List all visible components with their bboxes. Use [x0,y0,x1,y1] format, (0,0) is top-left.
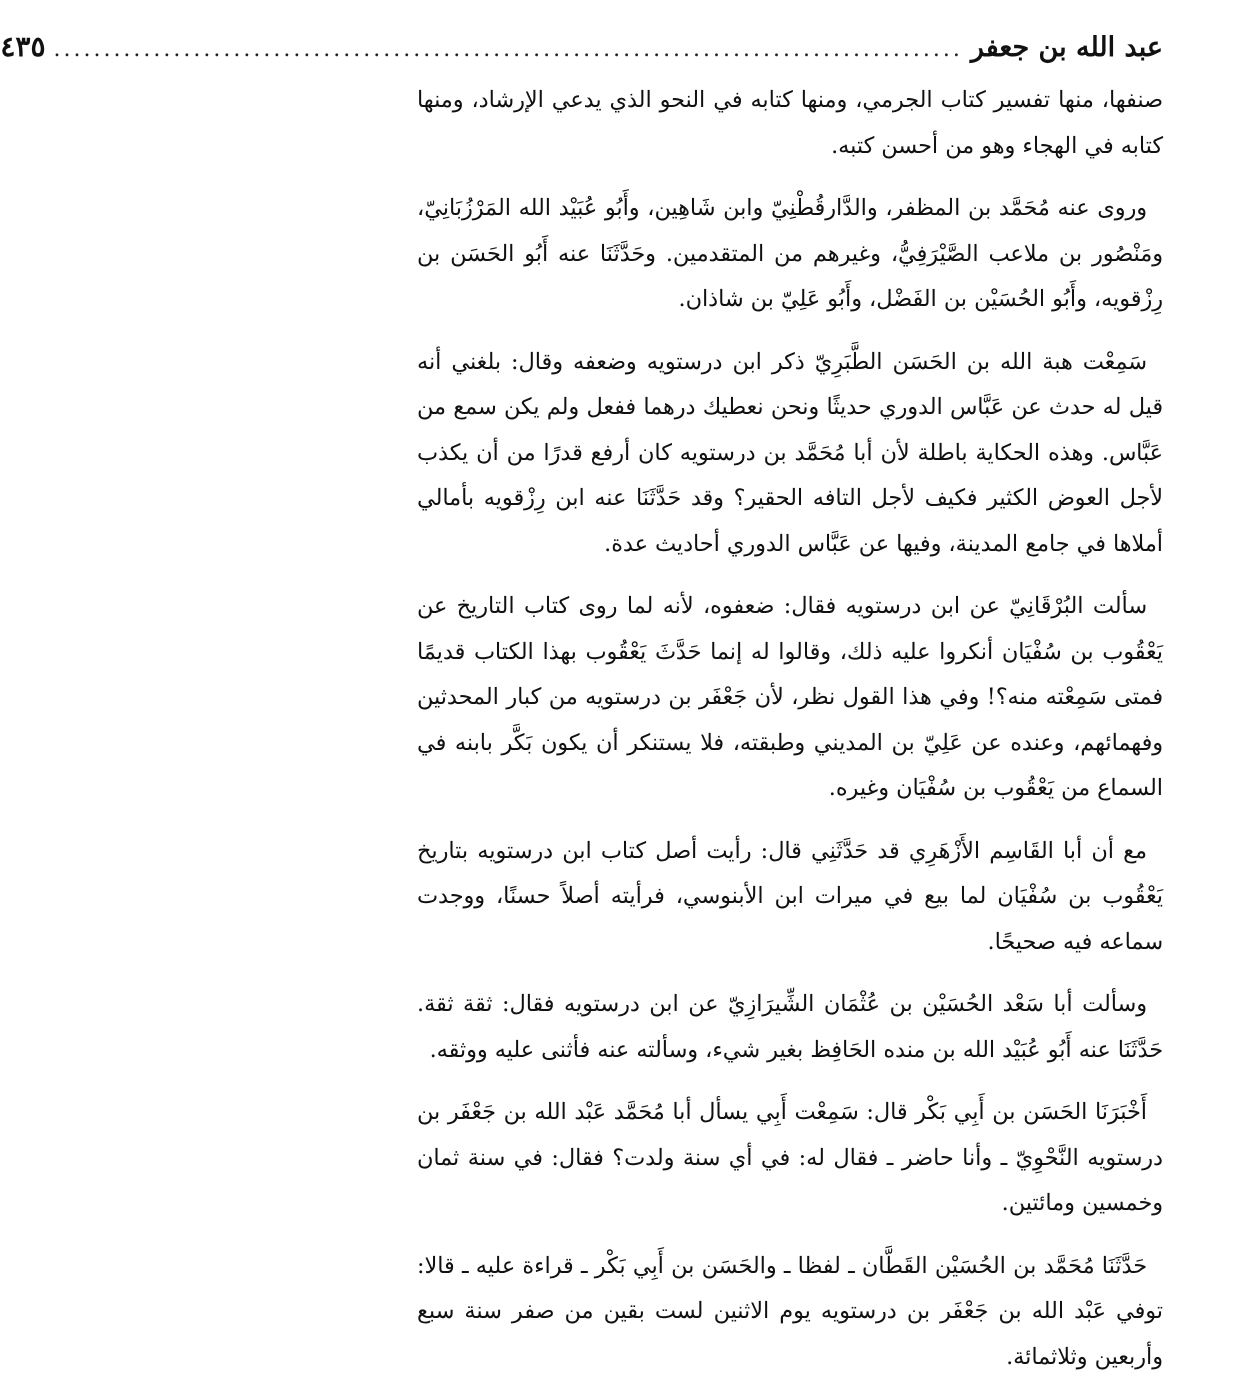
running-title: عبد الله بن جعفر [971,32,1163,63]
book-page [321,0,1259,1365]
paragraph-4: سألت البُرْقَانِيّ عن ابن درستويه فقال: ضعفوه، لأنه لما روى كتاب التاريخ عن يَعْقُوب بن سُفْيَان أنكروا عليه ذلك، وقالوا له إنما حَدَّثَ يَعْقُوب بهذا الكتاب قديمًا فمتى سَمِعْته منه؟! وفي هذا القول نظر، لأن جَعْفَر بن درستويه من كبار المحدثين وفهمائهم، وعنده عن عَلِيّ بن المديني وطبقته، فلا يستنكر أن يكون بَكَّر بابنه في السماع من يَعْقُوب بن سُفْيَان وغيره. [417,584,1163,812]
paragraph-2: وروى عنه مُحَمَّد بن المظفر، والدَّارقُطْنِيّ وابن شَاهِين، وأَبُو عُبَيْد الله المَرْزُبَانِيّ، ومَنْصُور بن ملاعب الصَّيْرَفِيُّ، وغيرهم من المتقدمين. وحَدَّثَنَا عنه أَبُو الحَسَن بن رِزْقويه، وأَبُو الحُسَيْن بن الفَضْل، وأَبُو عَلِيّ بن شاذان. [417,186,1163,323]
paragraph-7: أَخْبَرَنَا الحَسَن بن أَبِي بَكْر قال: سَمِعْت أَبِي يسأل أبا مُحَمَّد عَبْد الله بن جَعْفَر بن درستويه النَّحْوِيّ ـ وأنا حاضر ـ فقال له: في أي سنة ولدت؟ فقال: في سنة ثمان وخمسين ومائتين. [417,1090,1163,1227]
paragraph-8: حَدَّثَنَا مُحَمَّد بن الحُسَيْن القَطَّان ـ لفظا ـ والحَسَن بن أَبِي بَكْر ـ قراءة عليه ـ قالا: توفي عَبْد الله بن جَعْفَر بن درستويه يوم الاثنين لست بقين من صفر سنة سبع وأربعين وثلاثمائة. [417,1244,1163,1380]
paragraph-6: وسألت أبا سَعْد الحُسَيْن بن عُثْمَان الشِّيرَازِيّ عن ابن درستويه فقال: ثقة ثقة. حَدَّثَنَا عنه أَبُو عُبَيْد الله بن منده الحَافِظ بغير شيء، وسألته عنه فأثنى عليه ووثقه. [417,982,1163,1073]
body-text [417,78,1163,1380]
paragraph-3: سَمِعْت هبة الله بن الحَسَن الطَّبَرِيّ ذكر ابن درستويه وضعفه وقال: بلغني أنه قيل له حدث عن عَبَّاس الدوري حديثًا ونحن نعطيك درهما ففعل ولم يكن سمع من عَبَّاس. وهذه الحكاية باطلة لأن أبا مُحَمَّد بن درستويه كان أرفع قدرًا من أن يكذب لأجل العوض الكثير فكيف لأجل التافه الحقير؟ وقد حَدَّثَنَا عنه ابن رِزْقويه بأمالي أملاها في جامع المدينة، وفيها عن عَبَّاس الدوري أحاديث عدة. [417,340,1163,568]
paragraph-5: مع أن أبا القَاسِم الأَزْهَرِي قد حَدَّثَنِي قال: رأيت أصل كتاب ابن درستويه بتاريخ يَعْقُوب بن سُفْيَان لما بيع في ميرات ابن الأبنوسي، فرأيته أصلاً حسنًا، ووجدت سماعه فيه صحيحًا. [417,829,1163,966]
paragraph-1: صنفها، منها تفسير كتاب الجرمي، ومنها كتابه في النحو الذي يدعي الإرشاد، ومنها كتابه في الهجاء وهو من أحسن كتبه. [417,78,1163,169]
dot-leader: ........................................................................................... [53,37,962,62]
running-header [417,30,1163,78]
page-number: ٤٣٥ [0,30,45,63]
